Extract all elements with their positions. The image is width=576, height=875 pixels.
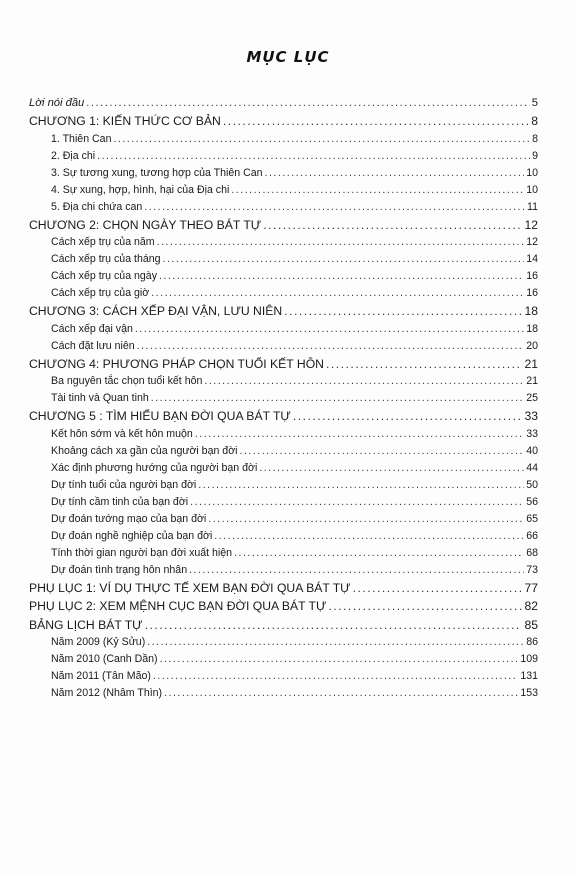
toc-entry-label: PHỤ LỤC 1: VÍ DỤ THỰC TẾ XEM BẠN ĐỜI QUA BÁT TỰ bbox=[29, 580, 351, 595]
toc-entry-page-number: 56 bbox=[526, 495, 538, 508]
toc-entry-label: Dự đoán tướng mạo của bạn đời bbox=[51, 512, 207, 525]
toc-entry bbox=[29, 165, 538, 182]
dot-leader bbox=[97, 148, 530, 165]
toc-entry-label: Dự đoán tình trạng hôn nhân bbox=[51, 563, 188, 576]
toc-entry-page-number: 33 bbox=[524, 409, 538, 423]
toc-entry-page-number: 16 bbox=[526, 287, 538, 299]
toc-entry-page-number: 8 bbox=[532, 132, 538, 145]
dot-leader bbox=[190, 494, 524, 511]
toc-entry-label: Khoảng cách xa gần của người bạn đời bbox=[51, 444, 238, 457]
toc-entry-page-number: 109 bbox=[520, 653, 538, 665]
toc-entry-label: Tài tinh và Quan tinh bbox=[51, 392, 149, 404]
toc-entry-label: Kết hôn sớm và kết hôn muộn bbox=[51, 427, 193, 440]
dot-leader bbox=[231, 182, 524, 199]
toc-chapter-entry bbox=[29, 216, 538, 235]
dot-leader bbox=[293, 407, 523, 426]
toc-entry-page-number: 77 bbox=[524, 580, 538, 595]
toc-entry-page-number: 82 bbox=[524, 599, 538, 613]
dot-leader bbox=[189, 562, 524, 579]
dot-leader bbox=[164, 685, 518, 702]
toc-entry-label: CHƯƠNG 3: CÁCH XẾP ĐẠI VẬN, LƯU NIÊN bbox=[29, 304, 283, 318]
toc-chapter-entry bbox=[29, 355, 538, 374]
toc-entry bbox=[29, 234, 538, 251]
dot-leader bbox=[145, 616, 523, 635]
dot-leader bbox=[234, 545, 524, 562]
table-of-contents bbox=[29, 95, 538, 702]
toc-entry-page-number: 8 bbox=[531, 114, 538, 128]
dot-leader bbox=[195, 426, 524, 443]
toc-entry-label: CHƯƠNG 1: KIẾN THỨC CƠ BẢN bbox=[29, 114, 221, 128]
toc-entry-label: CHƯƠNG 2: CHỌN NGÀY THEO BÁT TỰ bbox=[29, 217, 262, 232]
toc-entry-label: 2. Địa chi bbox=[51, 149, 96, 162]
toc-entry-label: Cách xếp trụ của ngày bbox=[51, 270, 157, 282]
toc-entry-label: Cách đặt lưu niên bbox=[51, 339, 135, 352]
toc-entry-label: 1. Thiên Can bbox=[51, 132, 112, 145]
toc-entry-page-number: 11 bbox=[527, 200, 538, 213]
toc-entry-page-number: 73 bbox=[526, 563, 538, 576]
toc-chapter-entry bbox=[29, 407, 538, 426]
dot-leader bbox=[265, 165, 525, 182]
toc-entry bbox=[29, 95, 538, 112]
toc-entry-page-number: 10 bbox=[526, 183, 538, 196]
toc-entry bbox=[29, 390, 538, 407]
dot-leader bbox=[353, 579, 523, 598]
toc-entry bbox=[29, 373, 538, 390]
dot-leader bbox=[214, 528, 524, 545]
toc-entry-label: 3. Sự tương xung, tương hợp của Thiên Can bbox=[51, 166, 263, 179]
toc-entry-label: Năm 2012 (Nhâm Thìn) bbox=[51, 687, 163, 699]
toc-chapter-entry bbox=[29, 112, 538, 131]
toc-entry-page-number: 85 bbox=[524, 617, 538, 632]
dot-leader bbox=[86, 95, 529, 112]
toc-entry bbox=[29, 148, 538, 165]
toc-entry bbox=[29, 511, 538, 528]
dot-leader bbox=[147, 634, 524, 651]
toc-entry bbox=[29, 199, 538, 216]
dot-leader bbox=[223, 112, 529, 131]
toc-entry bbox=[29, 668, 538, 685]
toc-entry-page-number: 68 bbox=[526, 546, 538, 559]
dot-leader bbox=[113, 131, 530, 148]
toc-entry bbox=[29, 182, 538, 199]
toc-entry-label: 5. Địa chi chứa can bbox=[51, 200, 143, 213]
toc-entry-page-number: 18 bbox=[526, 322, 538, 335]
toc-entry bbox=[29, 477, 538, 494]
dot-leader bbox=[208, 511, 524, 528]
toc-entry bbox=[29, 634, 538, 651]
toc-entry-page-number: 44 bbox=[526, 461, 538, 474]
toc-entry-label: Cách xếp đại vận bbox=[51, 322, 133, 335]
dot-leader bbox=[160, 651, 519, 668]
dot-leader bbox=[163, 251, 525, 268]
toc-entry-page-number: 86 bbox=[526, 636, 538, 648]
toc-entry bbox=[29, 528, 538, 545]
toc-entry-page-number: 131 bbox=[520, 670, 538, 682]
toc-chapter-entry bbox=[29, 302, 538, 321]
dot-leader bbox=[151, 390, 524, 407]
dot-leader bbox=[328, 597, 522, 616]
toc-entry-label: Cách xếp trụ của năm bbox=[51, 236, 155, 248]
toc-entry-page-number: 10 bbox=[526, 166, 538, 179]
dot-leader bbox=[137, 338, 525, 355]
dot-leader bbox=[326, 355, 522, 374]
toc-entry bbox=[29, 251, 538, 268]
toc-entry-page-number: 18 bbox=[524, 304, 538, 318]
toc-chapter-entry bbox=[29, 597, 538, 616]
toc-entry-label: Năm 2011 (Tân Mão) bbox=[51, 670, 151, 682]
toc-entry-label: BẢNG LỊCH BÁT TỰ bbox=[29, 617, 143, 632]
dot-leader bbox=[198, 477, 524, 494]
toc-entry-label: Năm 2010 (Canh Dần) bbox=[51, 653, 158, 665]
toc-entry-page-number: 50 bbox=[526, 478, 538, 491]
dot-leader bbox=[159, 268, 524, 285]
toc-entry-label: Năm 2009 (Kỷ Sửu) bbox=[51, 636, 146, 648]
toc-entry bbox=[29, 338, 538, 355]
toc-entry-label: Dự tính cầm tinh của bạn đời bbox=[51, 495, 189, 508]
toc-entry-label: Cách xếp trụ của giờ bbox=[51, 287, 150, 299]
dot-leader bbox=[157, 234, 525, 251]
toc-entry bbox=[29, 321, 538, 338]
toc-entry-page-number: 14 bbox=[526, 253, 538, 265]
toc-entry-page-number: 20 bbox=[526, 339, 538, 352]
toc-entry-page-number: 9 bbox=[532, 149, 538, 162]
toc-entry bbox=[29, 685, 538, 702]
dot-leader bbox=[259, 460, 524, 477]
toc-entry bbox=[29, 285, 538, 302]
toc-entry-label: Tính thời gian người bạn đời xuất hiện bbox=[51, 546, 233, 559]
dot-leader bbox=[151, 285, 524, 302]
toc-entry-page-number: 5 bbox=[531, 97, 538, 109]
toc-entry-page-number: 12 bbox=[526, 236, 538, 248]
toc-entry bbox=[29, 460, 538, 477]
toc-entry-page-number: 25 bbox=[526, 392, 538, 404]
toc-entry-label: Ba nguyên tắc chọn tuổi kết hôn bbox=[51, 375, 203, 387]
toc-entry-label: Cách xếp trụ của tháng bbox=[51, 253, 161, 265]
toc-entry-page-number: 12 bbox=[524, 217, 538, 232]
toc-entry-page-number: 21 bbox=[526, 375, 538, 387]
toc-entry-page-number: 65 bbox=[526, 512, 538, 525]
dot-leader bbox=[240, 443, 525, 460]
dot-leader bbox=[263, 216, 522, 235]
toc-entry-label: Lời nói đầu bbox=[29, 97, 85, 109]
dot-leader bbox=[284, 302, 522, 321]
dot-leader bbox=[144, 199, 525, 216]
toc-entry bbox=[29, 545, 538, 562]
dot-leader bbox=[204, 373, 524, 390]
toc-entry-page-number: 66 bbox=[526, 529, 538, 542]
toc-entry-page-number: 40 bbox=[526, 444, 538, 457]
toc-entry bbox=[29, 443, 538, 460]
toc-entry-label: CHƯƠNG 5 : TÌM HIỂU BẠN ĐỜI QUA BÁT TỰ bbox=[29, 409, 291, 423]
page-title: MỤC LỤC bbox=[246, 48, 330, 66]
toc-entry bbox=[29, 131, 538, 148]
toc-entry-label: CHƯƠNG 4: PHƯƠNG PHÁP CHỌN TUỔI KẾT HÔN bbox=[29, 356, 324, 371]
toc-entry bbox=[29, 494, 538, 511]
toc-entry bbox=[29, 268, 538, 285]
toc-entry-page-number: 21 bbox=[524, 356, 538, 371]
toc-entry bbox=[29, 651, 538, 668]
toc-entry-label: Dự tính tuổi của người bạn đời bbox=[51, 478, 197, 491]
toc-entry bbox=[29, 562, 538, 579]
toc-entry-label: 4. Sự xung, hợp, hình, hại của Địa chi bbox=[51, 183, 230, 196]
toc-entry bbox=[29, 426, 538, 443]
dot-leader bbox=[135, 321, 524, 338]
dot-leader bbox=[153, 668, 518, 685]
toc-entry-label: Xác định phương hướng của người bạn đời bbox=[51, 461, 258, 474]
toc-chapter-entry bbox=[29, 579, 538, 598]
toc-entry-label: Dự đoán nghề nghiệp của bạn đời bbox=[51, 529, 213, 542]
toc-entry-label: PHỤ LỤC 2: XEM MỆNH CỤC BẠN ĐỜI QUA BÁT TỰ bbox=[29, 599, 327, 613]
toc-chapter-entry bbox=[29, 616, 538, 635]
toc-entry-page-number: 33 bbox=[526, 427, 538, 440]
toc-entry-page-number: 153 bbox=[520, 687, 538, 699]
toc-entry-page-number: 16 bbox=[526, 270, 538, 282]
